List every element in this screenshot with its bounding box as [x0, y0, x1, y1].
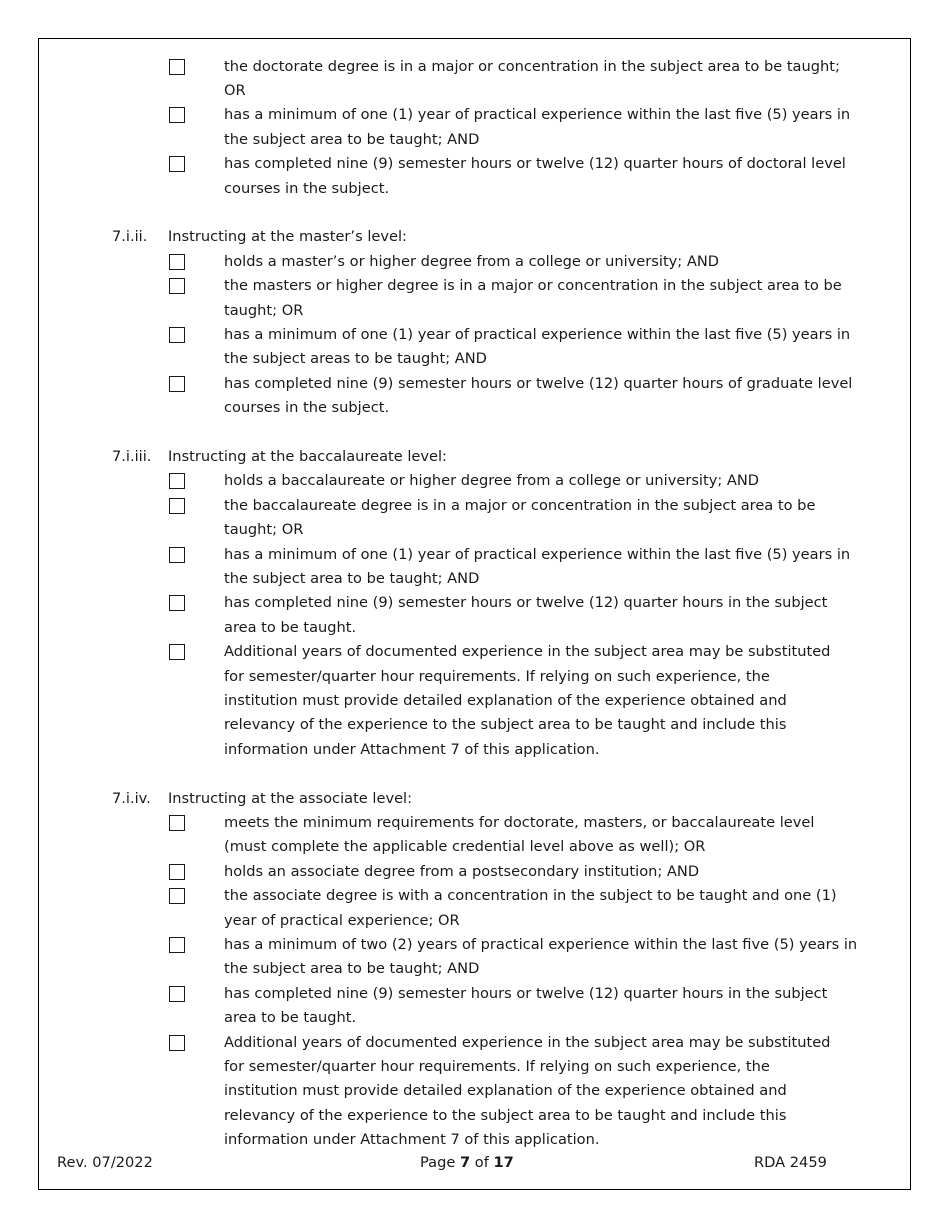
requirement-text: holds a master’s or higher degree from a college or university; AND [224, 252, 719, 270]
requirement-text: has completed nine (9) semester hours or twelve (12) quarter hours of doctoral level [224, 155, 846, 173]
requirement-checkbox[interactable] [169, 107, 185, 123]
requirement-text: the masters or higher degree is in a major or concentration in the subject area to be [224, 277, 842, 295]
requirement-text: relevancy of the experience to the subject area to be taught and include this [224, 1106, 787, 1124]
requirement-checkbox[interactable] [169, 888, 185, 904]
requirement-text: taught; OR [224, 301, 304, 319]
requirement-text: OR [224, 81, 246, 99]
section-heading: Instructing at the associate level: [168, 789, 413, 807]
requirement-text: has a minimum of one (1) year of practical experience within the last five (5) years in [224, 106, 851, 124]
requirement-checkbox[interactable] [169, 278, 185, 294]
requirement-checkbox[interactable] [169, 498, 185, 514]
requirement-text: the baccalaureate degree is in a major or concentration in the subject area to be [224, 496, 816, 514]
requirement-checkbox[interactable] [169, 327, 185, 343]
requirement-text: year of practical experience; OR [224, 911, 460, 929]
page-current: 7 [459, 1154, 471, 1171]
section-number: 7.i.ii. [112, 228, 148, 246]
requirement-text: courses in the subject. [224, 399, 390, 417]
requirement-text: meets the minimum requirements for doctorate, masters, or baccalaureate level [224, 813, 815, 831]
page-number [420, 1152, 514, 1174]
requirement-text: has completed nine (9) semester hours or twelve (12) quarter hours in the subject [224, 984, 828, 1002]
requirement-checkbox[interactable] [169, 986, 185, 1002]
requirement-checkbox[interactable] [169, 815, 185, 831]
requirement-text: for semester/quarter hour requirements. If relying on such experience, the [224, 1057, 770, 1075]
requirement-text: Additional years of documented experience in the subject area may be substituted [224, 1033, 831, 1051]
requirement-text: the subject areas to be taught; AND [224, 350, 487, 368]
requirement-checkbox[interactable] [169, 156, 185, 172]
requirement-text: Additional years of documented experience in the subject area may be substituted [224, 643, 831, 661]
requirement-text: the doctorate degree is in a major or concentration in the subject area to be taught; [224, 57, 840, 75]
requirement-checkbox[interactable] [169, 937, 185, 953]
section-heading: Instructing at the master’s level: [168, 228, 407, 246]
section-number: 7.i.iv. [112, 789, 151, 807]
requirement-text: area to be taught. [224, 618, 357, 636]
requirement-text: holds a baccalaureate or higher degree from a college or university; AND [224, 472, 760, 490]
requirement-text: has a minimum of two (2) years of practical experience within the last five (5) years in [224, 935, 858, 953]
requirement-text: information under Attachment 7 of this application. [224, 740, 600, 758]
requirement-text: the subject area to be taught; AND [224, 960, 480, 978]
requirement-text: institution must provide detailed explanation of the experience obtained and [224, 1082, 787, 1100]
revision-label: Rev. 07/2022 [57, 1154, 153, 1171]
requirement-checkbox[interactable] [169, 254, 185, 270]
requirement-checkbox[interactable] [169, 473, 185, 489]
requirement-text: has completed nine (9) semester hours or twelve (12) quarter hours of graduate level [224, 374, 853, 392]
requirement-checkbox[interactable] [169, 59, 185, 75]
requirement-text: has a minimum of one (1) year of practical experience within the last five (5) years in [224, 545, 851, 563]
requirement-text: the subject area to be taught; AND [224, 569, 480, 587]
requirement-checkbox[interactable] [169, 864, 185, 880]
requirement-text: has completed nine (9) semester hours or twelve (12) quarter hours in the subject [224, 594, 828, 612]
requirement-text: institution must provide detailed explanation of the experience obtained and [224, 691, 787, 709]
requirement-checkbox[interactable] [169, 644, 185, 660]
page-prefix: Page [420, 1154, 456, 1171]
requirement-text: relevancy of the experience to the subject area to be taught and include this [224, 716, 787, 734]
requirement-text: information under Attachment 7 of this application. [224, 1131, 600, 1149]
requirement-checkbox[interactable] [169, 1035, 185, 1051]
requirement-text: area to be taught. [224, 1009, 357, 1027]
requirement-text: (must complete the applicable credential level above as well); OR [224, 838, 706, 856]
requirement-checkbox[interactable] [169, 376, 185, 392]
requirement-text: the subject area to be taught; AND [224, 130, 480, 148]
section-number: 7.i.iii. [112, 447, 152, 465]
requirement-text: has a minimum of one (1) year of practical experience within the last five (5) years in [224, 325, 851, 343]
requirement-text: taught; OR [224, 521, 304, 539]
requirement-checkbox[interactable] [169, 595, 185, 611]
requirement-text: holds an associate degree from a postsecondary institution; AND [224, 862, 700, 880]
requirement-checkbox[interactable] [169, 547, 185, 563]
section-heading: Instructing at the baccalaureate level: [168, 447, 447, 465]
requirement-text: for semester/quarter hour requirements. If relying on such experience, the [224, 667, 770, 685]
page-of: of [474, 1154, 489, 1171]
form-id: RDA 2459 [754, 1154, 827, 1171]
page-total: 17 [493, 1154, 514, 1171]
requirement-text: courses in the subject. [224, 179, 390, 197]
requirement-text: the associate degree is with a concentration in the subject to be taught and one (1) [224, 887, 837, 905]
